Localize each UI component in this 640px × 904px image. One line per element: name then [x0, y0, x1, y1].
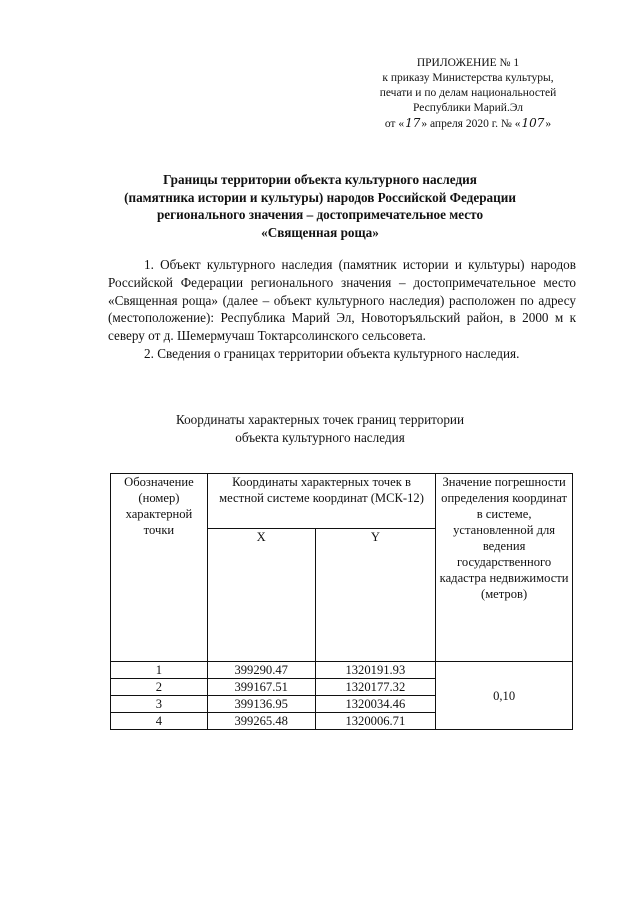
x-cell: 399136.95 [207, 696, 315, 713]
header-y: Y [315, 529, 436, 662]
coordinates-heading-line-2: объекта культурного наследия [235, 429, 405, 445]
header-error: Значение погрешности определения координат в системе, установленной для ведения государственного кадастра недвижимости (метров) [436, 474, 573, 662]
point-number-cell: 2 [111, 679, 208, 696]
date-middle: » апреля 2020 г. № « [421, 118, 521, 130]
paragraph-2: 2. Сведения о границах территории объекта культурного наследия. [144, 345, 520, 361]
paragraph-1: 1. Объект культурного наследия (памятник истории и культуры) народов Российской Федерации регионального значения – достопримечательное место «Священная роща» (далее – объект культурного наследия) расположен по адресу (местоположение): Республика Марий Эл, Новоторъяльский район, в 2000 м к северу от д. Шемермучаш Токтарсолинского сельсовета. [108, 257, 576, 344]
y-cell: 1320006.71 [315, 713, 436, 730]
date-prefix: от « [384, 118, 405, 130]
date-suffix: » [545, 118, 552, 130]
title-line-4: «Священная роща» [261, 224, 379, 240]
title-line-2: (памятника истории и культуры) народов Российской Федерации [124, 189, 516, 205]
appendix-ministry-line: печати и по делам национальностей [379, 87, 557, 99]
appendix-republic-line: Республики Марий.Эл [412, 102, 523, 114]
point-number-cell: 3 [111, 696, 208, 713]
coordinates-heading [120, 411, 520, 446]
appendix-title: ПРИЛОЖЕНИЕ № 1 [416, 57, 520, 69]
header-point-number: Обозначение (номер) характерной точки [111, 474, 208, 662]
appendix-header [358, 56, 578, 132]
y-cell: 1320034.46 [315, 696, 436, 713]
y-cell: 1320191.93 [315, 662, 436, 679]
document-title [70, 171, 570, 241]
x-cell: 399290.47 [207, 662, 315, 679]
x-cell: 399265.48 [207, 713, 315, 730]
error-value-cell: 0,10 [436, 662, 573, 730]
coordinates-heading-line-1: Координаты характерных точек границ территории [175, 412, 465, 427]
appendix-order-line: к приказу Министерства культуры, [382, 72, 554, 84]
title-line-3: регионального значения – достопримечательное место [156, 207, 484, 222]
x-cell: 399167.51 [207, 679, 315, 696]
y-cell: 1320177.32 [315, 679, 436, 696]
title-line-1: Границы территории объекта культурного наследия [163, 172, 477, 187]
order-number-handwritten: 107 [521, 116, 545, 130]
table-row [111, 662, 573, 679]
header-x: X [207, 529, 315, 662]
point-number-cell: 1 [111, 662, 208, 679]
header-coordinates: Координаты характерных точек в местной системе координат (МСК-12) [207, 474, 435, 529]
coordinates-table [110, 473, 573, 730]
date-day-handwritten: 17 [405, 116, 421, 130]
appendix-date-line [358, 116, 578, 132]
point-number-cell: 4 [111, 713, 208, 730]
body-text [108, 256, 576, 363]
